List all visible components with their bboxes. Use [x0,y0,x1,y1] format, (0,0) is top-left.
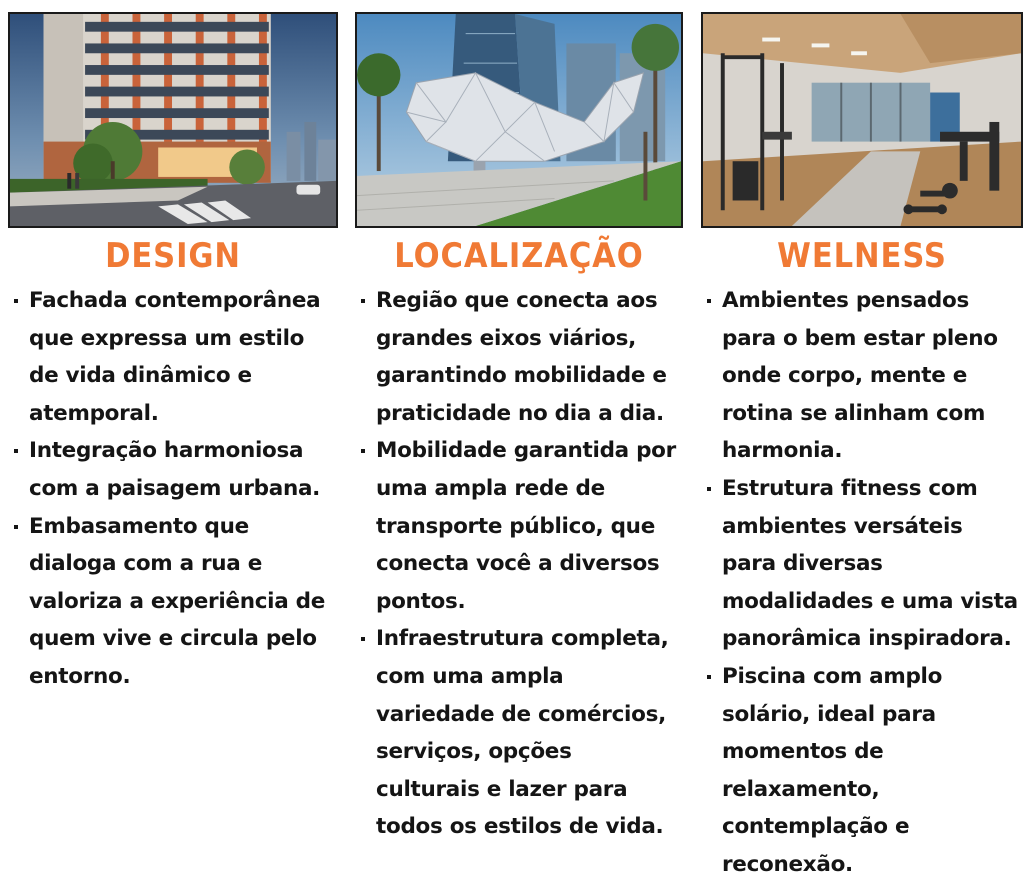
list-item: Fachada contemporânea que expressa um estilo de vida dinâmico e atemporal. [8,282,339,432]
column-welness [701,12,1023,884]
heading-welness: WELNESS [777,236,947,276]
column-design [8,12,338,696]
list-item: Embasamento que dialoga com a rua e valoriza a experiência de quem vive e circula pelo entorno. [8,508,339,696]
heading-design: DESIGN [105,236,241,276]
list-item: Ambientes pensados para o bem estar pleno onde corpo, mente e rotina se alinham com harmonia. [701,282,1022,470]
list-item: Infraestrutura completa, com uma ampla variedade de comércios, serviços, opções culturais e lazer para todos os estilos de vida. [355,620,676,846]
whale-sculpture-photo [355,12,683,228]
list-item: Mobilidade garantida por uma ampla rede de transporte público, que conecta você a diversos pontos. [355,432,676,620]
bullet-list-design [8,282,338,696]
column-localizacao [355,12,683,846]
bullet-list-welness [701,282,1023,884]
list-item: Estrutura fitness com ambientes versáteis para diversas modalidades e uma vista panorâmica inspiradora. [701,470,1022,658]
gym-interior-photo [701,12,1023,228]
list-item: Piscina com amplo solário, ideal para momentos de relaxamento, contemplação e reconexão. [701,658,1022,884]
list-item: Região que conecta aos grandes eixos viários, garantindo mobilidade e praticidade no dia a dia. [355,282,676,432]
heading-localizacao: LOCALIZAÇÃO [394,236,644,276]
list-item: Integração harmoniosa com a paisagem urbana. [8,432,339,507]
building-facade-photo [8,12,338,228]
bullet-list-localizacao [355,282,683,846]
